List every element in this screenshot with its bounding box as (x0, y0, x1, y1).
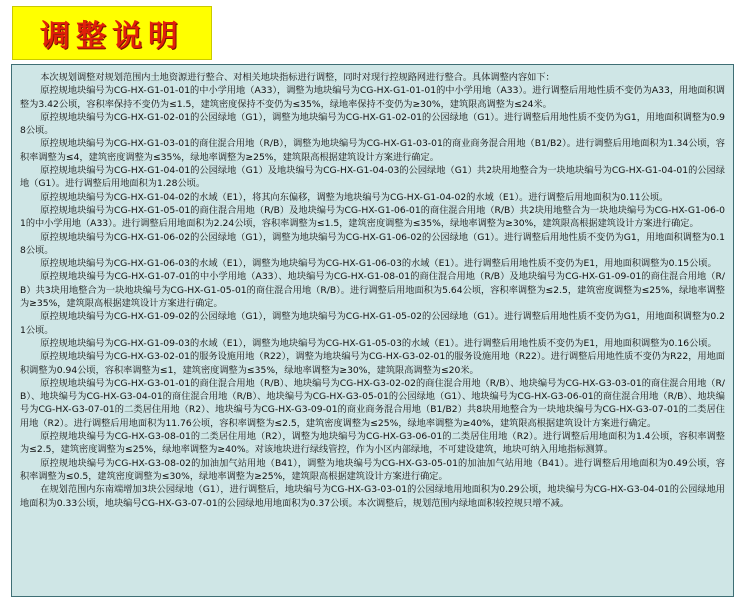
paragraph: 在规划范围内东南端增加3块公园绿地（G1），进行调整后，地块编号为CG-HX-G3-03-01的公园绿地用地面积为0.29公顷，地块编号为CG-HX-G3-04-01的公园绿地用地面积为0.33公顷，地块编号CG-HX-G3-07-01的公园绿地用地面积为0.37公顷。本次调整后，规划范围内绿地面积较控规只增不减。 (20, 484, 725, 509)
paragraph: 原控规地块编号为CG-HX-G1-03-01的商住混合用地（R/B），调整为地块编号为CG-HX-G1-03-01的商业商务混合用地（B1/B2）。进行调整后用地面积为1.34公顷，容积率调整为≤4，建筑密度调整为≤35%，绿地率调整为≥25%，建筑限高根据建筑设计方案进行确定。 (20, 138, 725, 163)
paragraph: 原控规地块编号为CG-HX-G3-01-01的商住混合用地（R/B）、地块编号为CG-HX-G3-02-02的商住混合用地（R/B）、地块编号为CG-HX-G3-03-01的商住混合用地（R/B）、地块编号为CG-HX-G3-04-01的商住混合用地（R/B）、地块编号为CG-HX-G3-05-01的公园绿地（G1）、地块编号为CG-HX-G3-06-01的商住混合用地（R/B）、地块编号为CG-HX-G3-07-01的二类居住用地（R2）、地块编号为CG-HX-G3-09-01的商业商务混合用地（B1/B2）共8块用地整合为一块地块编号为CG-HX-G3-07-01的二类居住用地（R2）。进行调整后用地面积为11.76公顷，容积率调整为≤2.5，建筑密度调整为≤25%，绿地率调整为≥40%，建筑限高根据建筑设计方案进行确定。 (20, 377, 725, 429)
paragraph: 原控规地块编号为CG-HX-G3-08-02的加油加气站用地（B41），调整为地块编号为CG-HX-G3-05-01的加油加气站用地（B41）。进行调整后用地面积为0.49公顷，容积率调整为≤0.5，建筑密度调整为≤30%，绿地率调整为≥25%，建筑限高根据建筑设计方案进行确定。 (20, 457, 725, 482)
paragraph-intro: 本次规划调整对规划范围内土地资源进行整合、对相关地块指标进行调整，同时对现行控规路网进行整合。具体调整内容如下： (40, 72, 555, 83)
paragraph: 原控规地块编号为CG-HX-G1-07-01的中小学用地（A33）、地块编号为CG-HX-G1-08-01的商住混合用地（R/B）及地块编号为CG-HX-G1-09-01的商住混合用地（R/B）共3块用地整合为一块地块编号为CG-HX-G1-05-01的商住混合用地（R/B）。进行调整后用地面积为5.64公顷，容积率调整为≤2.5，建筑密度调整为≤25%，绿地率调整为≥35%，建筑限高根据建筑设计方案进行确定。 (20, 271, 725, 310)
paragraph: 原控规地块编号为CG-HX-G1-09-03的水域（E1），调整为地块编号为CG-HX-G1-05-03的水域（E1）。进行调整后用地性质不变仍为E1，用地面积调整为0.16公顷。 (40, 337, 717, 349)
adjustment-description-box (11, 64, 734, 597)
paragraph: 原控规地块编号为CG-HX-G1-06-02的公园绿地（G1），调整为地块编号为CG-HX-G1-06-02的公园绿地（G1）。进行调整后用地性质不变仍为G1，用地面积调整为0.18公顷。 (20, 231, 725, 256)
paragraph: 原控规地块编号为CG-HX-G1-01-01的中小学用地（A33），调整为地块编号为CG-HX-G1-01-01的中小学用地（A33）。进行调整后用地性质不变仍为A33，用地面积调整为3.42公顷，容积率保持不变仍为≤1.5，建筑密度保持不变仍为≤35%，绿地率保持不变仍为≥30%，建筑限高调整为≤24米。 (20, 85, 725, 110)
paragraph: 原控规地块编号为CG-HX-G1-06-03的水域（E1），调整为地块编号为CG-HX-G1-06-03的水域（E1）。进行调整后用地性质不变仍为E1，用地面积调整为0.15公顷。 (40, 258, 717, 270)
paragraph: 原控规地块编号为CG-HX-G1-02-01的公园绿地（G1），调整为地块编号为CG-HX-G1-02-01的公园绿地（G1）。进行调整后用地性质不变仍为G1，用地面积调整为0.98公顷。 (20, 111, 725, 137)
paragraph: 原控规地块编号为CG-HX-G3-08-01的二类居住用地（R2），调整为地块编号为CG-HX-G3-06-01的二类居住用地（R2）。进行调整后用地面积为1.4公顷，容积率调整为≤2.5，建筑密度调整为≤25%，绿地率调整为≥40%。对该地块进行绿线管控，作为小区内部绿地，不可建设建筑，地块可纳入用地指标测算。 (20, 431, 725, 456)
paragraph: 原控规地块编号为CG-HX-G1-05-01的商住混合用地（R/B）及地块编号为CG-HX-G1-06-01的商住混合用地（R/B）共2块用地整合为一块地块编号为CG-HX-G1-06-01的中小学用地（A33）。进行调整后用地面积为2.24公顷，容积率调整为≤1.5，建筑密度调整为≤35%，绿地率调整为≥30%，建筑限高根据建筑设计方案进行确定。 (20, 204, 725, 230)
title-banner (12, 6, 212, 60)
page-title: 调整说明 (40, 19, 184, 54)
paragraph: 原控规地块编号为CG-HX-G1-09-02的公园绿地（G1），调整为地块编号为CG-HX-G1-05-02的公园绿地（G1）。进行调整后用地性质不变仍为G1，用地面积调整为0.21公顷。 (20, 311, 725, 336)
paragraph: 原控规地块编号为CG-HX-G3-02-01的服务设施用地（R22），调整为地块编号为CG-HX-G3-02-01的服务设施用地（R22）。进行调整后用地性质不变仍为R22，用地面积调整为0.94公顷，容积率调整为≤1，建筑密度调整为≤35%，绿地率调整为≥30%，建筑限高调整为≤20米。 (20, 351, 725, 376)
paragraph: 原控规地块编号为CG-HX-G1-04-01的公园绿地（G1）及地块编号为CG-HX-G1-04-03的公园绿地（G1）共2块用地整合为一块地块编号为CG-HX-G1-04-01的公园绿地（G1）。进行调整后用地面积为1.28公顷。 (20, 165, 725, 190)
paragraph: 原控规地块编号为CG-HX-G1-04-02的水域（E1），将其向东偏移，调整为地块编号为CG-HX-G1-04-02的水域（E1）。进行调整后用地面积为0.11公顷。 (40, 191, 669, 203)
